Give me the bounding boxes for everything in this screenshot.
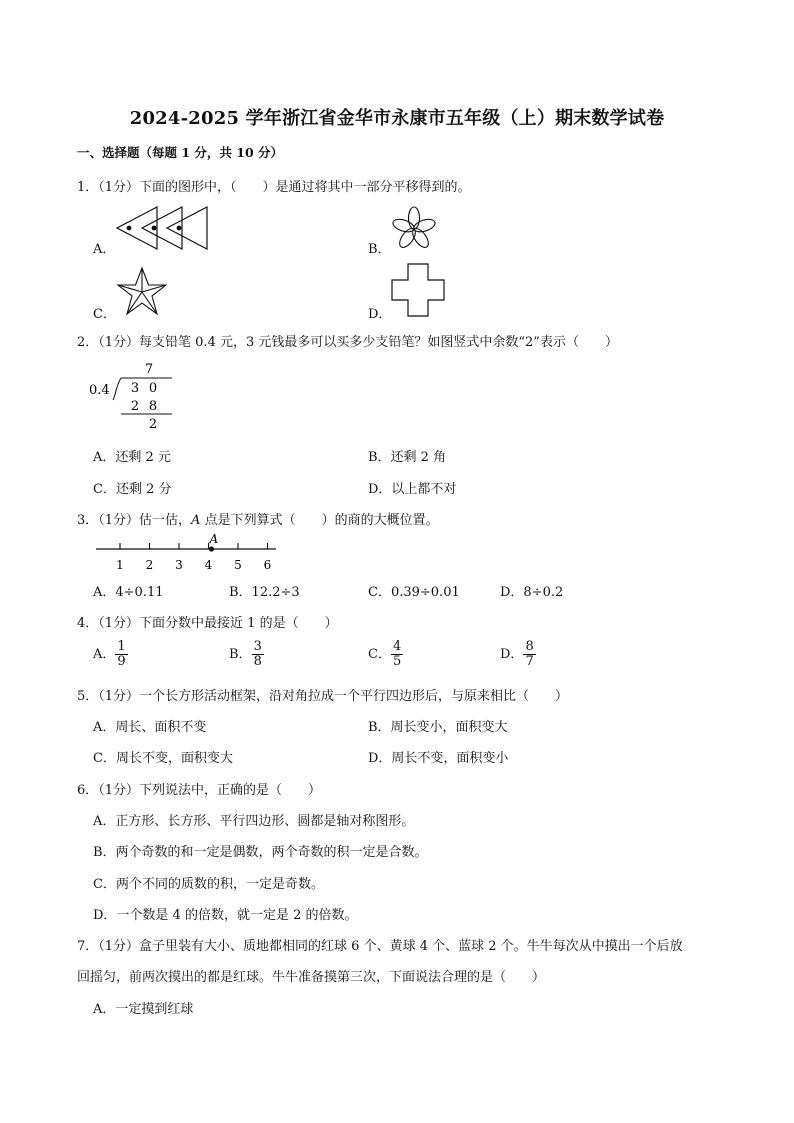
q1-option-b-flower-figure — [388, 204, 440, 254]
question-7-stem-line-1: 7．（1分）盒子里装有大小、质地都相同的红球 6 个、黄球 4 个、蓝球 2 个。牛牛每次从中摸出一个后放 — [77, 939, 683, 954]
division-dividend-0: 0 — [148, 381, 158, 396]
question-7-stem-line-2: 回摇匀，前两次摸出的都是红球。牛牛准备摸第三次，下面说法合理的是（ ） — [77, 970, 546, 985]
number-line-tick-label: 6 — [263, 558, 272, 572]
question-1-stem: 1．（1分）下面的图形中，（ ）是通过将其中一部分平移得到的。 — [77, 180, 471, 195]
q4-option-a[interactable]: A． $\frac{1}{9}$ — [93, 639, 126, 669]
question-4-stem: 4．（1分）下面分数中最接近 1 的是（ ） — [77, 616, 338, 631]
q6-option-d[interactable]: D．一个数是 4 的倍数，就一定是 2 的倍数。 — [93, 908, 358, 923]
q5-option-a[interactable]: A．周长、面积不变 — [93, 720, 207, 735]
point-a-label: A — [191, 513, 201, 528]
q2-option-d[interactable]: D．以上都不对 — [368, 482, 457, 497]
section-heading: 一、选择题（每题 1 分，共 10 分） — [77, 145, 284, 160]
number-line-tick-label: 1 — [116, 558, 124, 572]
q1-option-d-label[interactable]: D． — [368, 307, 392, 322]
q3-option-c[interactable]: C．0.39÷0.01 — [368, 585, 460, 600]
q2-option-a[interactable]: A．还剩 2 元 — [93, 450, 171, 465]
division-product-8: 8 — [148, 399, 158, 414]
number-line-tick-label: 3 — [175, 558, 183, 572]
fraction: $\frac{4}{5}$ — [392, 639, 402, 669]
fraction: $\frac{8}{7}$ — [525, 639, 534, 669]
q4-option-b[interactable]: B． $\frac{3}{8}$ — [229, 639, 262, 669]
q5-option-d[interactable]: D．周长不变，面积变小 — [368, 751, 509, 766]
q1-option-b-label[interactable]: B． — [368, 242, 391, 257]
q5-option-c[interactable]: C．周长不变，面积变大 — [93, 751, 233, 766]
number-line-point-a — [209, 546, 214, 551]
division-dividend-3: 3 — [130, 381, 140, 396]
q1-option-c-star-figure — [114, 266, 170, 320]
q4-option-c[interactable]: C． $\frac{4}{5}$ — [368, 639, 402, 669]
q1-option-c-label[interactable]: C． — [93, 307, 116, 322]
q2-option-c[interactable]: C．还剩 2 分 — [93, 482, 172, 497]
q2-option-b[interactable]: B．还剩 2 角 — [368, 450, 447, 465]
division-quotient: 7 — [144, 362, 154, 377]
question-5-stem: 5．（1分）一个长方形活动框架，沿对角拉成一个平行四边形后，与原来相比（ ） — [77, 689, 569, 704]
q3-option-a[interactable]: A．4÷0.11 — [93, 585, 164, 600]
fraction: $\frac{1}{9}$ — [117, 639, 126, 669]
q6-option-b[interactable]: B．两个奇数的和一定是偶数，两个奇数的积一定是合数。 — [93, 845, 428, 860]
q4-option-d[interactable]: D． $\frac{8}{7}$ — [500, 639, 534, 669]
q5-option-b[interactable]: B．周长变小，面积变大 — [368, 720, 508, 735]
q1-option-a-triangles-figure — [112, 204, 212, 252]
q3-number-line — [92, 530, 282, 574]
question-3-stem: 3．（1分）估一估，A 点是下列算式（ ）的商的大概位置。 — [77, 513, 439, 528]
q2-long-division-figure — [88, 356, 184, 434]
q3-option-b[interactable]: B．12.2÷3 — [229, 585, 300, 600]
q7-option-a[interactable]: A．一定摸到红球 — [93, 1002, 194, 1017]
division-product-2: 2 — [130, 399, 140, 414]
q1-option-d-cross-figure — [390, 262, 446, 318]
q6-option-c[interactable]: C．两个不同的质数的积，一定是奇数。 — [93, 877, 324, 892]
q6-option-a[interactable]: A．正方形、长方形、平行四边形、圆都是轴对称图形。 — [93, 814, 415, 829]
number-line-tick-label: 4 — [204, 558, 213, 572]
division-remainder: 2 — [148, 417, 158, 432]
division-divisor: 0.4 — [89, 383, 110, 398]
page-title: 2024-2025 学年浙江省金华市永康市五年级（上）期末数学试卷 — [129, 108, 665, 129]
question-6-stem: 6．（1分）下列说法中，正确的是（ ） — [77, 783, 322, 798]
q3-option-d[interactable]: D．8÷0.2 — [500, 585, 564, 600]
number-line-tick-label: 5 — [234, 558, 242, 572]
number-line-tick-label: 2 — [145, 558, 154, 572]
number-line-point-a-label: A — [209, 532, 219, 546]
q1-option-a-label[interactable]: A． — [93, 242, 116, 257]
question-2-stem: 2．（1分）每支铅笔 0.4 元，3 元钱最多可以买多少支铅笔？如图竖式中余数“2”表示（ ） — [77, 335, 618, 350]
fraction: $\frac{3}{8}$ — [253, 639, 262, 669]
